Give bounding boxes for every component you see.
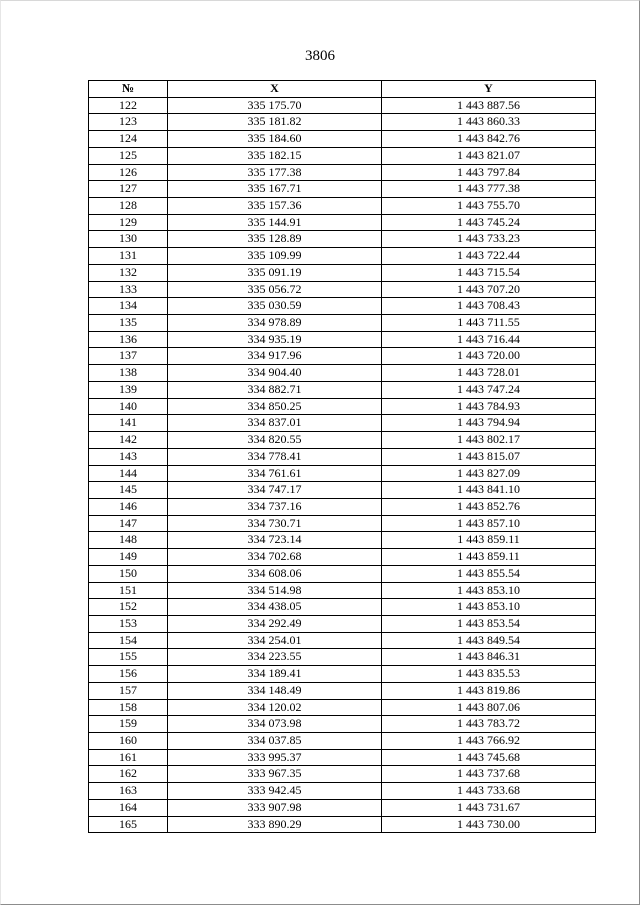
cell-x: 335 184.60 bbox=[168, 131, 382, 148]
cell-y: 1 443 745.68 bbox=[382, 749, 596, 766]
cell-number: 161 bbox=[89, 749, 168, 766]
cell-y: 1 443 711.55 bbox=[382, 315, 596, 332]
cell-number: 142 bbox=[89, 432, 168, 449]
table-row bbox=[89, 615, 596, 632]
cell-x: 333 942.45 bbox=[168, 783, 382, 800]
cell-x: 334 120.02 bbox=[168, 699, 382, 716]
table-row bbox=[89, 549, 596, 566]
cell-x: 334 723.14 bbox=[168, 532, 382, 549]
cell-x: 335 157.36 bbox=[168, 198, 382, 215]
cell-x: 334 292.49 bbox=[168, 615, 382, 632]
table-row bbox=[89, 682, 596, 699]
cell-number: 136 bbox=[89, 331, 168, 348]
cell-x: 335 091.19 bbox=[168, 264, 382, 281]
cell-x: 335 030.59 bbox=[168, 298, 382, 315]
cell-number: 129 bbox=[89, 214, 168, 231]
coordinates-table bbox=[88, 80, 596, 833]
table-row bbox=[89, 716, 596, 733]
table-row bbox=[89, 766, 596, 783]
cell-number: 163 bbox=[89, 783, 168, 800]
cell-y: 1 443 802.17 bbox=[382, 432, 596, 449]
table-row bbox=[89, 131, 596, 148]
table-row bbox=[89, 348, 596, 365]
cell-number: 157 bbox=[89, 682, 168, 699]
cell-number: 125 bbox=[89, 147, 168, 164]
cell-number: 134 bbox=[89, 298, 168, 315]
cell-y: 1 443 859.11 bbox=[382, 532, 596, 549]
cell-number: 133 bbox=[89, 281, 168, 298]
table-row bbox=[89, 482, 596, 499]
table-row bbox=[89, 783, 596, 800]
cell-x: 334 904.40 bbox=[168, 365, 382, 382]
cell-x: 335 144.91 bbox=[168, 214, 382, 231]
table-row bbox=[89, 97, 596, 114]
table-row bbox=[89, 649, 596, 666]
cell-x: 335 056.72 bbox=[168, 281, 382, 298]
cell-x: 334 223.55 bbox=[168, 649, 382, 666]
cell-x: 334 037.85 bbox=[168, 733, 382, 750]
cell-number: 155 bbox=[89, 649, 168, 666]
cell-y: 1 443 730.00 bbox=[382, 816, 596, 833]
cell-y: 1 443 731.67 bbox=[382, 799, 596, 816]
table-row bbox=[89, 181, 596, 198]
table-row bbox=[89, 398, 596, 415]
cell-y: 1 443 859.11 bbox=[382, 549, 596, 566]
cell-number: 139 bbox=[89, 381, 168, 398]
cell-y: 1 443 853.54 bbox=[382, 615, 596, 632]
cell-y: 1 443 747.24 bbox=[382, 381, 596, 398]
cell-y: 1 443 720.00 bbox=[382, 348, 596, 365]
cell-y: 1 443 842.76 bbox=[382, 131, 596, 148]
cell-x: 334 189.41 bbox=[168, 666, 382, 683]
cell-y: 1 443 821.07 bbox=[382, 147, 596, 164]
table-row bbox=[89, 699, 596, 716]
cell-number: 153 bbox=[89, 615, 168, 632]
cell-number: 138 bbox=[89, 365, 168, 382]
table-body bbox=[89, 97, 596, 833]
cell-y: 1 443 853.10 bbox=[382, 582, 596, 599]
cell-x: 334 820.55 bbox=[168, 432, 382, 449]
cell-number: 162 bbox=[89, 766, 168, 783]
table-row bbox=[89, 448, 596, 465]
cell-number: 159 bbox=[89, 716, 168, 733]
table-row bbox=[89, 164, 596, 181]
cell-number: 141 bbox=[89, 415, 168, 432]
cell-number: 135 bbox=[89, 315, 168, 332]
table-row bbox=[89, 281, 596, 298]
table-row bbox=[89, 749, 596, 766]
cell-x: 334 837.01 bbox=[168, 415, 382, 432]
table-row bbox=[89, 632, 596, 649]
table-row bbox=[89, 198, 596, 215]
cell-x: 334 747.17 bbox=[168, 482, 382, 499]
cell-number: 154 bbox=[89, 632, 168, 649]
table-row bbox=[89, 599, 596, 616]
cell-y: 1 443 807.06 bbox=[382, 699, 596, 716]
cell-number: 146 bbox=[89, 498, 168, 515]
table-row bbox=[89, 114, 596, 131]
table-row bbox=[89, 532, 596, 549]
cell-number: 137 bbox=[89, 348, 168, 365]
cell-y: 1 443 797.84 bbox=[382, 164, 596, 181]
cell-y: 1 443 857.10 bbox=[382, 515, 596, 532]
cell-y: 1 443 715.54 bbox=[382, 264, 596, 281]
cell-x: 334 917.96 bbox=[168, 348, 382, 365]
table-row bbox=[89, 816, 596, 833]
cell-y: 1 443 887.56 bbox=[382, 97, 596, 114]
table-row bbox=[89, 582, 596, 599]
cell-y: 1 443 722.44 bbox=[382, 248, 596, 265]
cell-number: 164 bbox=[89, 799, 168, 816]
cell-x: 335 175.70 bbox=[168, 97, 382, 114]
cell-number: 149 bbox=[89, 549, 168, 566]
cell-y: 1 443 745.24 bbox=[382, 214, 596, 231]
cell-y: 1 443 827.09 bbox=[382, 465, 596, 482]
cell-number: 144 bbox=[89, 465, 168, 482]
table-row bbox=[89, 498, 596, 515]
cell-number: 128 bbox=[89, 198, 168, 215]
table-row bbox=[89, 231, 596, 248]
cell-number: 148 bbox=[89, 532, 168, 549]
cell-number: 143 bbox=[89, 448, 168, 465]
cell-x: 334 514.98 bbox=[168, 582, 382, 599]
cell-number: 130 bbox=[89, 231, 168, 248]
cell-x: 334 608.06 bbox=[168, 565, 382, 582]
cell-x: 334 935.19 bbox=[168, 331, 382, 348]
table-row bbox=[89, 515, 596, 532]
cell-x: 334 761.61 bbox=[168, 465, 382, 482]
table-row bbox=[89, 565, 596, 582]
cell-y: 1 443 815.07 bbox=[382, 448, 596, 465]
cell-x: 334 978.89 bbox=[168, 315, 382, 332]
cell-number: 122 bbox=[89, 97, 168, 114]
table-header-row bbox=[89, 81, 596, 98]
cell-y: 1 443 835.53 bbox=[382, 666, 596, 683]
header-y: Y bbox=[382, 81, 596, 98]
cell-number: 152 bbox=[89, 599, 168, 616]
cell-x: 334 778.41 bbox=[168, 448, 382, 465]
cell-number: 131 bbox=[89, 248, 168, 265]
cell-number: 127 bbox=[89, 181, 168, 198]
cell-y: 1 443 783.72 bbox=[382, 716, 596, 733]
table-row bbox=[89, 264, 596, 281]
cell-number: 126 bbox=[89, 164, 168, 181]
table-row bbox=[89, 331, 596, 348]
cell-x: 333 907.98 bbox=[168, 799, 382, 816]
cell-number: 165 bbox=[89, 816, 168, 833]
table-row bbox=[89, 214, 596, 231]
table-row bbox=[89, 315, 596, 332]
cell-y: 1 443 849.54 bbox=[382, 632, 596, 649]
cell-y: 1 443 819.86 bbox=[382, 682, 596, 699]
cell-number: 145 bbox=[89, 482, 168, 499]
table-row bbox=[89, 248, 596, 265]
page-number: 3806 bbox=[305, 48, 335, 64]
cell-x: 334 850.25 bbox=[168, 398, 382, 415]
cell-x: 334 073.98 bbox=[168, 716, 382, 733]
cell-y: 1 443 852.76 bbox=[382, 498, 596, 515]
cell-x: 334 702.68 bbox=[168, 549, 382, 566]
cell-y: 1 443 841.10 bbox=[382, 482, 596, 499]
table-row bbox=[89, 381, 596, 398]
cell-x: 334 438.05 bbox=[168, 599, 382, 616]
cell-x: 334 730.71 bbox=[168, 515, 382, 532]
cell-x: 335 128.89 bbox=[168, 231, 382, 248]
cell-x: 334 254.01 bbox=[168, 632, 382, 649]
cell-x: 335 167.71 bbox=[168, 181, 382, 198]
cell-x: 335 181.82 bbox=[168, 114, 382, 131]
table-row bbox=[89, 799, 596, 816]
header-x: X bbox=[168, 81, 382, 98]
cell-number: 160 bbox=[89, 733, 168, 750]
cell-number: 158 bbox=[89, 699, 168, 716]
cell-y: 1 443 707.20 bbox=[382, 281, 596, 298]
cell-y: 1 443 784.93 bbox=[382, 398, 596, 415]
cell-y: 1 443 855.54 bbox=[382, 565, 596, 582]
cell-number: 123 bbox=[89, 114, 168, 131]
table-row bbox=[89, 733, 596, 750]
cell-number: 132 bbox=[89, 264, 168, 281]
table-row bbox=[89, 666, 596, 683]
cell-y: 1 443 733.68 bbox=[382, 783, 596, 800]
cell-number: 147 bbox=[89, 515, 168, 532]
cell-number: 150 bbox=[89, 565, 168, 582]
cell-y: 1 443 766.92 bbox=[382, 733, 596, 750]
cell-x: 334 882.71 bbox=[168, 381, 382, 398]
table-row bbox=[89, 147, 596, 164]
cell-x: 335 182.15 bbox=[168, 147, 382, 164]
cell-x: 333 995.37 bbox=[168, 749, 382, 766]
cell-y: 1 443 733.23 bbox=[382, 231, 596, 248]
table-row bbox=[89, 465, 596, 482]
table-row bbox=[89, 298, 596, 315]
cell-x: 334 737.16 bbox=[168, 498, 382, 515]
cell-x: 334 148.49 bbox=[168, 682, 382, 699]
cell-y: 1 443 853.10 bbox=[382, 599, 596, 616]
cell-y: 1 443 777.38 bbox=[382, 181, 596, 198]
cell-y: 1 443 860.33 bbox=[382, 114, 596, 131]
cell-y: 1 443 716.44 bbox=[382, 331, 596, 348]
cell-x: 335 109.99 bbox=[168, 248, 382, 265]
table-row bbox=[89, 365, 596, 382]
cell-y: 1 443 708.43 bbox=[382, 298, 596, 315]
cell-number: 151 bbox=[89, 582, 168, 599]
cell-y: 1 443 846.31 bbox=[382, 649, 596, 666]
cell-x: 333 890.29 bbox=[168, 816, 382, 833]
cell-y: 1 443 728.01 bbox=[382, 365, 596, 382]
table-row bbox=[89, 432, 596, 449]
header-number: № bbox=[89, 81, 168, 98]
cell-number: 140 bbox=[89, 398, 168, 415]
cell-y: 1 443 755.70 bbox=[382, 198, 596, 215]
cell-number: 124 bbox=[89, 131, 168, 148]
cell-x: 333 967.35 bbox=[168, 766, 382, 783]
table-row bbox=[89, 415, 596, 432]
cell-number: 156 bbox=[89, 666, 168, 683]
cell-y: 1 443 794.94 bbox=[382, 415, 596, 432]
cell-x: 335 177.38 bbox=[168, 164, 382, 181]
cell-y: 1 443 737.68 bbox=[382, 766, 596, 783]
